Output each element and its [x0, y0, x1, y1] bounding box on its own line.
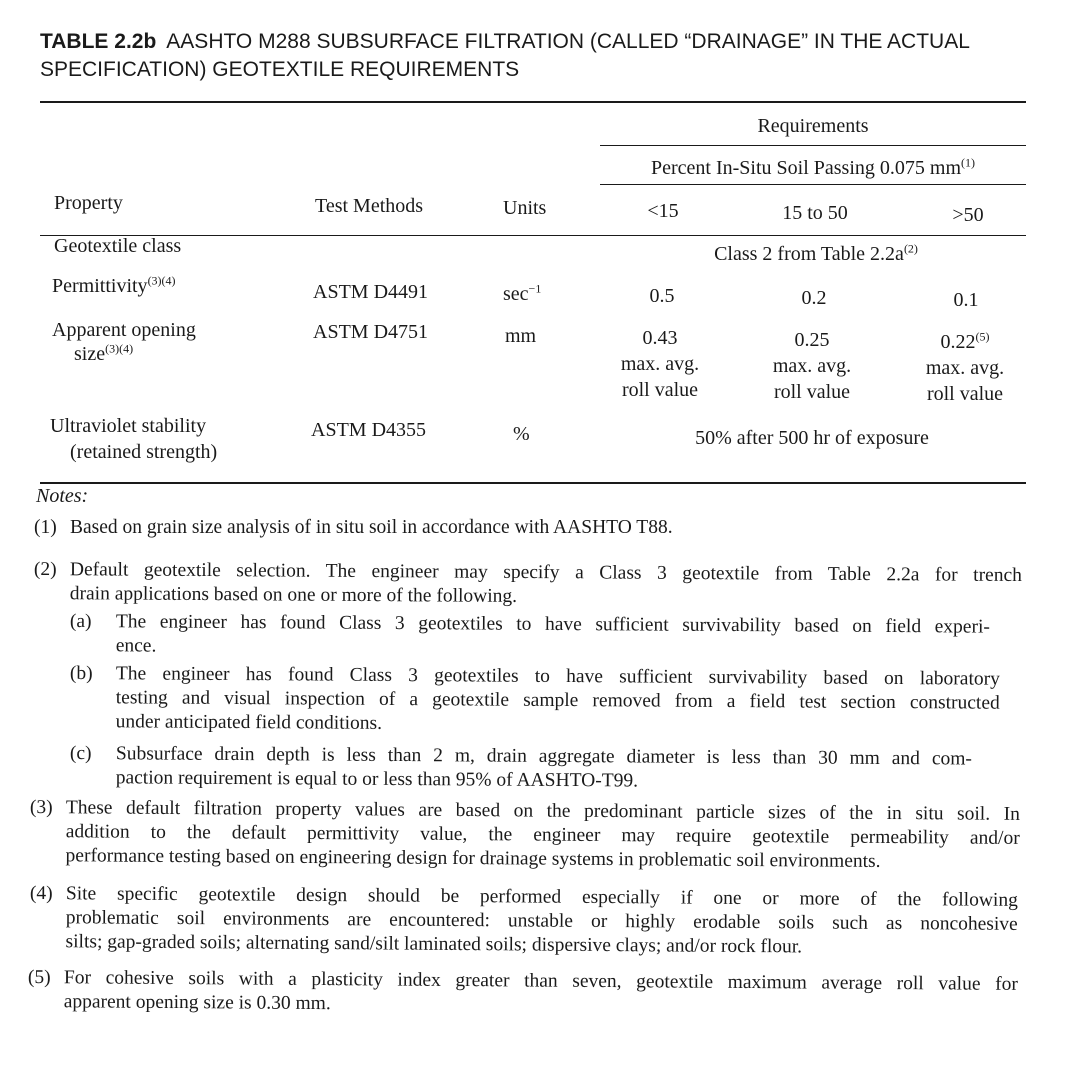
header-property: Property: [54, 192, 123, 214]
header-col-15to50: 15 to 50: [782, 202, 848, 224]
table-title: [40, 30, 970, 54]
note-2a-line1: The engineer has found Class 3 geotextiles to have sufficient survivability based on field experi-: [115, 611, 990, 638]
row-aos-v2-sub1: max. avg.: [772, 355, 852, 377]
row-uv-test: ASTM D4355: [311, 419, 427, 441]
row-permittivity-property: Permittivity$^{(3)(4)}$: [52, 273, 176, 297]
row-geotextile-class-property: Geotextile class: [54, 235, 182, 257]
bottom-rule: [40, 482, 1026, 484]
row-permittivity-test: ASTM D4491: [313, 281, 429, 303]
row-geotextile-class-value: Class 2 from Table $2.2a^{(2)}$: [714, 241, 918, 265]
notes-label: Notes:: [36, 485, 89, 507]
note-5-line2: apparent opening size is 0.30 mm.: [63, 991, 331, 1015]
row-permittivity-v3: 0.1: [953, 289, 979, 311]
note-2-line2: drain applications based on one or more of the following.: [69, 583, 518, 607]
table-title-line1: AASHTO M288 SUBSURFACE FILTRATION (CALLED “DRAINAGE” IN THE ACTUAL: [166, 30, 970, 53]
note-2b-line3: under anticipated field conditions.: [115, 711, 383, 734]
row-aos-v2-sub2: roll value: [773, 381, 851, 403]
note-2b-number: (b): [69, 663, 93, 685]
row-aos-v2: 0.25: [794, 329, 830, 351]
note-2b: [70, 662, 1000, 742]
note-5: [28, 966, 1018, 1023]
note-2b-line2: testing and visual inspection of a geotextile sample removed from a field test section constructed: [115, 687, 1000, 714]
row-aos-v3: 0.22$^{(5)}$: [940, 329, 990, 353]
note-2-line1: Default geotextile selection. The engineer may specify a Class 3 geotextile from Table 2.2a for trench: [69, 559, 1022, 587]
note-2a: [70, 610, 990, 666]
row-aos-property-line2: size$^{(3)(4)}$: [74, 341, 134, 365]
table-label: TABLE 2.2b: [40, 30, 157, 53]
note-2a-number: (a): [69, 611, 92, 633]
note-2a-line2: ence.: [115, 635, 157, 657]
row-aos-unit: mm: [505, 325, 537, 347]
table-title-line2: SPECIFICATION) GEOTEXTILE REQUIREMENTS: [40, 58, 520, 81]
note-1-number: (1): [34, 517, 57, 538]
header-col-lt15: <15: [647, 200, 679, 222]
note-3-number: (3): [29, 797, 53, 819]
requirements-rule: [600, 145, 1026, 146]
header-rule: [40, 235, 1026, 236]
header-test-methods: Test Methods: [315, 195, 424, 217]
row-aos-v1-sub1: max. avg.: [620, 353, 700, 375]
row-permittivity-v1: 0.5: [649, 285, 675, 307]
note-4-line1: Site specific geotextile design should be performed especially if one or more of the following: [65, 883, 1018, 911]
header-units: Units: [503, 197, 547, 219]
top-rule: [40, 101, 1026, 103]
row-aos-v1: 0.43: [642, 327, 678, 349]
passing-rule: [600, 184, 1026, 185]
note-2c-line1: Subsurface drain depth is less than 2 m, drain aggregate diameter is less than 30 mm and com-: [115, 743, 972, 770]
note-2: [34, 558, 1026, 614]
row-aos-test: ASTM D4751: [313, 321, 429, 343]
note-3-line2: addition to the default permittivity value, the engineer may require geotextile permeability and/or: [65, 821, 1020, 849]
note-5-number: (5): [27, 967, 51, 989]
note-4-line2: problematic soil environments are encountered: unstable or highly erodable soils such as noncohesive: [65, 907, 1018, 935]
row-uv-property-line2: (retained strength): [70, 441, 218, 463]
note-4-line3: silts; gap-graded soils; alternating sand/silt laminated soils; dispersive clays; and/or rock flour.: [65, 931, 803, 958]
row-permittivity-unit: $\sec^{-1}$: [503, 281, 542, 305]
note-3-line3: performance testing based on engineering design for drainage systems in problematic soil environments.: [65, 845, 881, 872]
note-2c: [70, 742, 972, 798]
row-uv-unit: %: [513, 423, 530, 445]
row-permittivity-v2: 0.2: [801, 287, 827, 309]
note-1: [34, 516, 1024, 542]
row-aos-v1-sub2: roll value: [621, 379, 699, 401]
note-2c-line2: paction requirement is equal to or less than 95% of AASHTO-T99.: [115, 767, 639, 792]
note-2b-line1: The engineer has found Class 3 geotextiles to have sufficient survivability based on laboratory: [115, 663, 1000, 690]
row-aos-property-line1: Apparent opening: [52, 319, 196, 341]
note-2-number: (2): [33, 559, 57, 581]
note-1-text: Based on grain size analysis of in situ soil in accordance with AASHTO T88.: [70, 517, 673, 538]
note-2c-number: (c): [69, 743, 92, 765]
note-4-number: (4): [29, 883, 53, 905]
note-4: [29, 882, 1017, 963]
header-percent-passing: Percent In-Situ Soil Passing 0.075 $mm^{(1)}$: [651, 155, 975, 179]
note-5-line1: For cohesive soils with a plasticity index greater than seven, geotextile maximum average roll value for: [63, 967, 1018, 995]
header-col-gt50: >50: [952, 204, 984, 226]
note-3: [29, 796, 1019, 877]
row-uv-value: 50% after 500 hr of exposure: [695, 427, 929, 449]
row-uv-property-line1: Ultraviolet stability: [50, 415, 207, 437]
header-requirements: Requirements: [757, 115, 869, 137]
row-aos-v3-sub1: max. avg.: [925, 357, 1005, 379]
row-aos-v3-sub2: roll value: [926, 383, 1004, 405]
note-3-line1: These default filtration property values are based on the predominant particle sizes of the in situ soil. In: [65, 797, 1020, 825]
